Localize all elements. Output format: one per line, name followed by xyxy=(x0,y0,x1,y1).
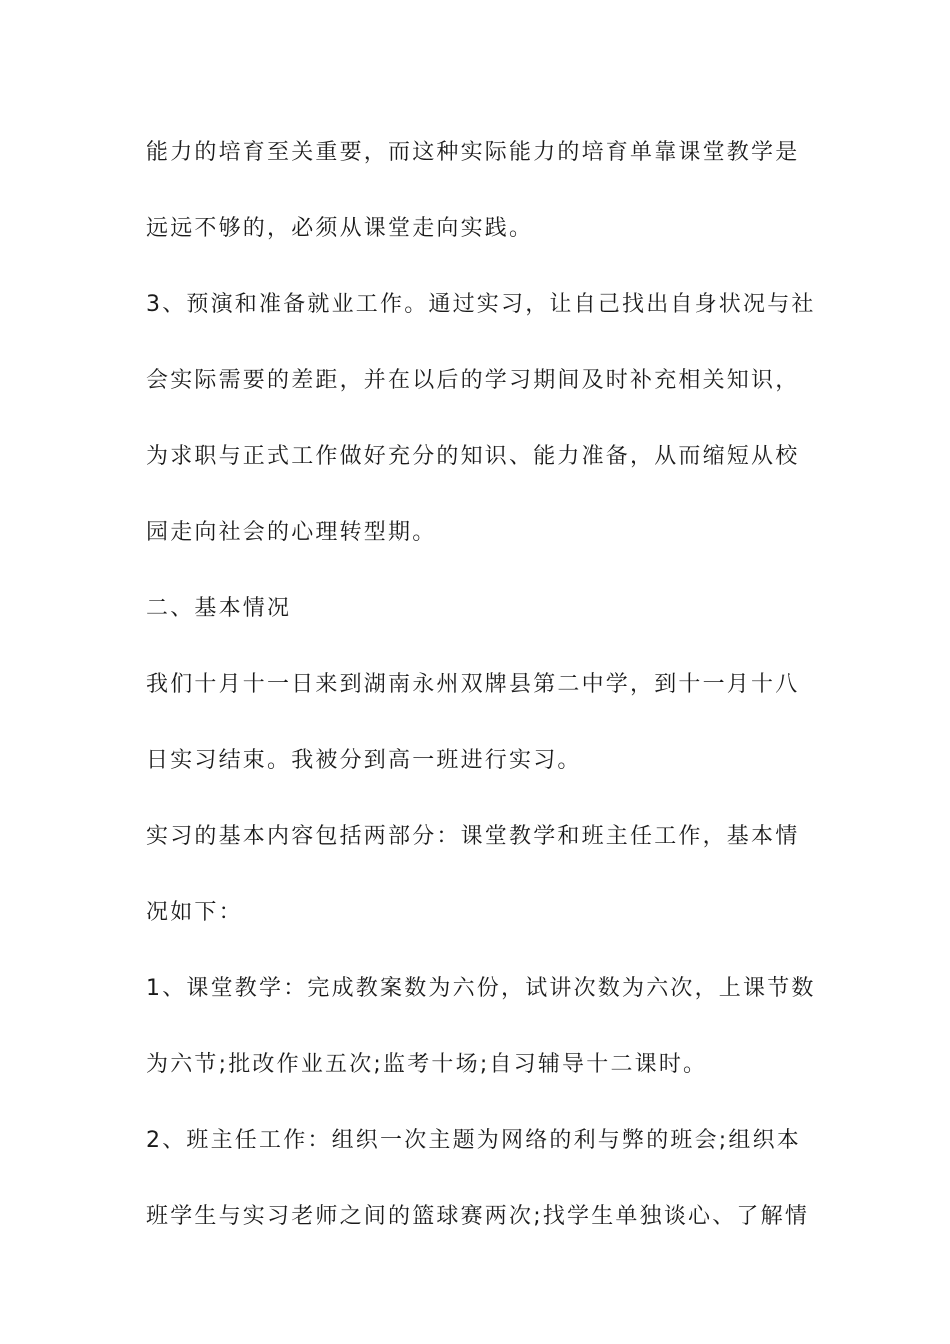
text-line: 日实习结束。我被分到高一班进行实习。 xyxy=(146,748,582,773)
text-line: 班学生与实习老师之间的篮球赛两次;找学生单独谈心、了解情 xyxy=(146,1204,810,1229)
text-line: 远远不够的，必须从课堂走向实践。 xyxy=(146,216,534,241)
text-line: 能力的培育至关重要，而这种实际能力的培育单靠课堂教学是 xyxy=(146,140,800,165)
text-line: 为求职与正式工作做好充分的知识、能力准备，从而缩短从校 xyxy=(146,444,800,469)
text-line: 况如下： xyxy=(146,900,243,925)
text-line: 2、班主任工作：组织一次主题为网络的利与弊的班会;组织本 xyxy=(146,1128,802,1153)
text-line: 实习的基本内容包括两部分：课堂教学和班主任工作，基本情 xyxy=(146,824,800,849)
text-line: 会实际需要的差距，并在以后的学习期间及时补充相关知识， xyxy=(146,368,800,393)
section-heading: 二、基本情况 xyxy=(146,596,292,621)
text-line: 3、预演和准备就业工作。通过实习，让自己找出自身状况与社 xyxy=(146,292,816,317)
text-line: 我们十月十一日来到湖南永州双牌县第二中学，到十一月十八 xyxy=(146,672,800,697)
text-line: 1、课堂教学：完成教案数为六份，试讲次数为六次，上课节数 xyxy=(146,976,816,1001)
document-body xyxy=(146,128,816,1268)
text-line: 园走向社会的心理转型期。 xyxy=(146,520,437,545)
text-line: 为六节;批改作业五次;监考十场;自习辅导十二课时。 xyxy=(146,1052,708,1077)
